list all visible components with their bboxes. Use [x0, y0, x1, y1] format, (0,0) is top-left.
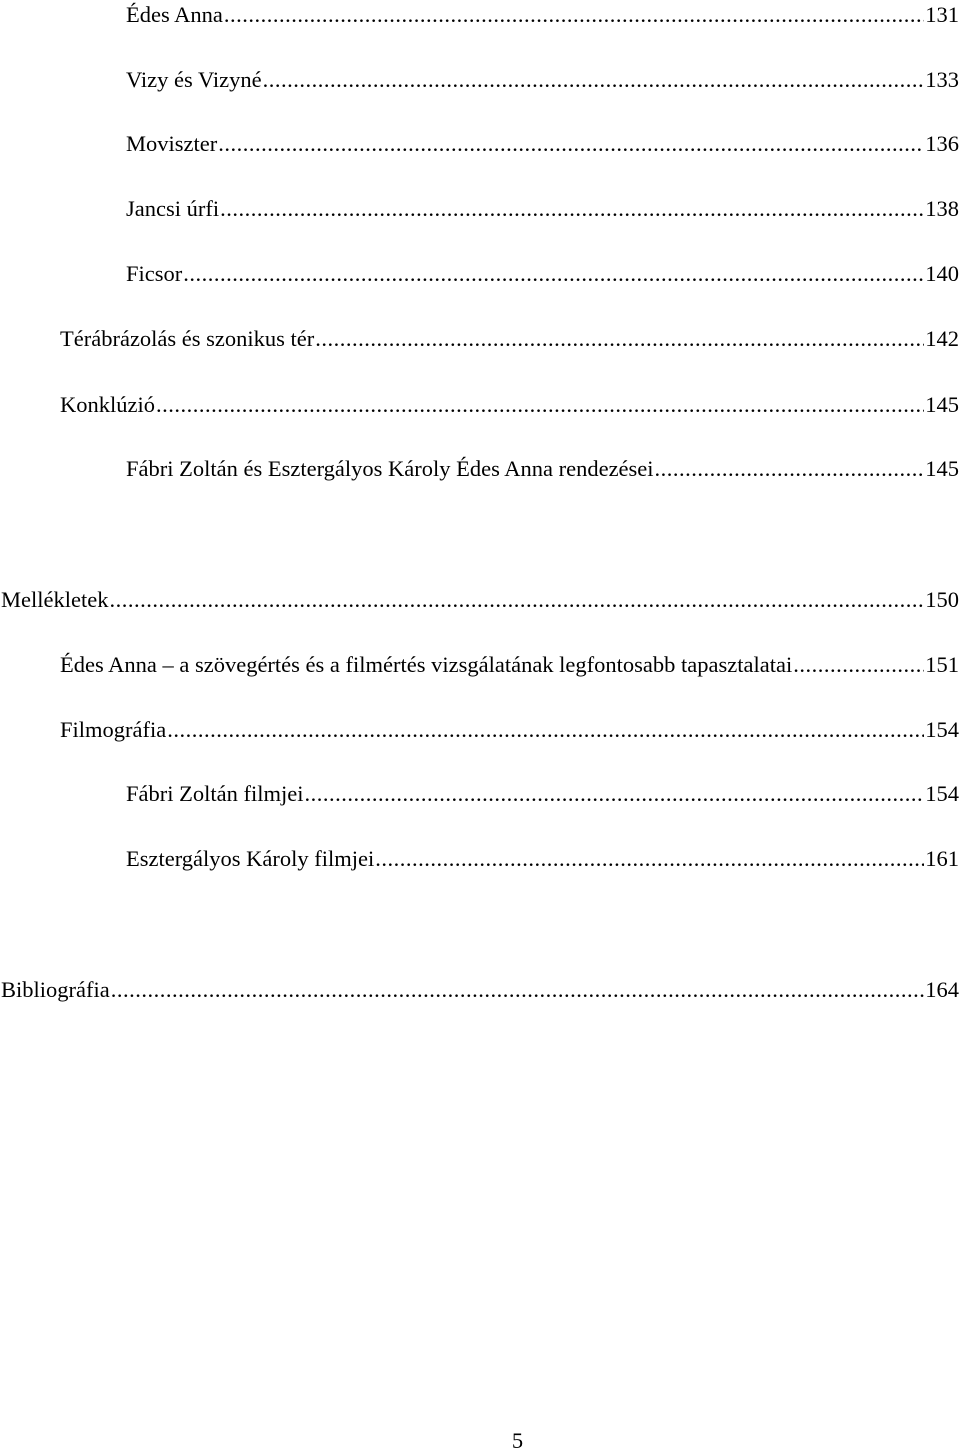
page-number: 5 [511, 1428, 524, 1453]
dot-leader [315, 326, 924, 352]
dot-leader [156, 392, 924, 418]
toc-entry-title: Ficsor [126, 261, 183, 286]
toc-entry-page: 142 [925, 326, 959, 351]
toc-entry-title: Fábri Zoltán és Esztergályos Károly Édes Anna rendezései [126, 456, 654, 481]
toc-entry [126, 2, 959, 28]
dot-leader [111, 977, 925, 1003]
toc-entry-page: 140 [925, 261, 959, 286]
dot-leader [183, 261, 924, 287]
toc-entry [126, 67, 959, 93]
toc-entry-page: 151 [925, 652, 959, 677]
dot-leader [655, 456, 925, 482]
toc-entry-page: 164 [925, 977, 959, 1002]
dot-leader [109, 587, 924, 613]
dot-leader [220, 196, 924, 222]
toc-entry [126, 196, 959, 222]
dot-leader [375, 846, 924, 872]
toc-entry-title: Mellékletek [1, 587, 109, 612]
toc-entry-title: Fábri Zoltán filmjei [126, 781, 304, 806]
toc-entry-page: 136 [925, 131, 959, 156]
dot-leader [218, 131, 924, 157]
toc-entry [126, 261, 959, 287]
toc-entry [60, 652, 959, 678]
toc-entry-title: Édes Anna [126, 2, 223, 27]
toc-entry [1, 977, 959, 1003]
toc-entry-page: 161 [925, 846, 959, 871]
toc-entry [126, 456, 959, 482]
toc-entry-page: 133 [925, 67, 959, 92]
toc-entry-title: Esztergályos Károly filmjei [126, 846, 375, 871]
toc-entry-title: Édes Anna – a szövegértés és a filmértés vizsgálatának legfontosabb tapasztalatai [60, 652, 793, 677]
dot-leader [224, 2, 924, 28]
toc-entry-title: Térábrázolás és szonikus tér [60, 326, 315, 351]
dot-leader [793, 652, 924, 678]
toc-entry [60, 326, 959, 352]
toc-entry-title: Bibliográfia [1, 977, 110, 1002]
toc-entry [60, 392, 959, 418]
toc-entry-title: Filmográfia [60, 717, 167, 742]
toc-entry [126, 131, 959, 157]
toc-entry-page: 145 [925, 456, 959, 481]
toc-entry-title: Konklúzió [60, 392, 155, 417]
toc-entry [1, 587, 959, 613]
toc-entry-page: 145 [925, 392, 959, 417]
toc-entry [126, 846, 959, 872]
toc-entry [126, 781, 959, 807]
toc-entry-page: 150 [925, 587, 959, 612]
dot-leader [304, 781, 924, 807]
toc-entry-title: Vizy és Vizyné [126, 67, 262, 92]
toc-entry-page: 154 [925, 781, 959, 806]
toc-entry-title: Jancsi úrfi [126, 196, 220, 221]
dot-leader [167, 717, 924, 743]
toc-entry [60, 717, 959, 743]
toc-entry-page: 138 [925, 196, 959, 221]
dot-leader [263, 67, 925, 93]
toc-entry-page: 154 [925, 717, 959, 742]
toc-entry-page: 131 [925, 2, 959, 27]
toc-entry-title: Moviszter [126, 131, 218, 156]
